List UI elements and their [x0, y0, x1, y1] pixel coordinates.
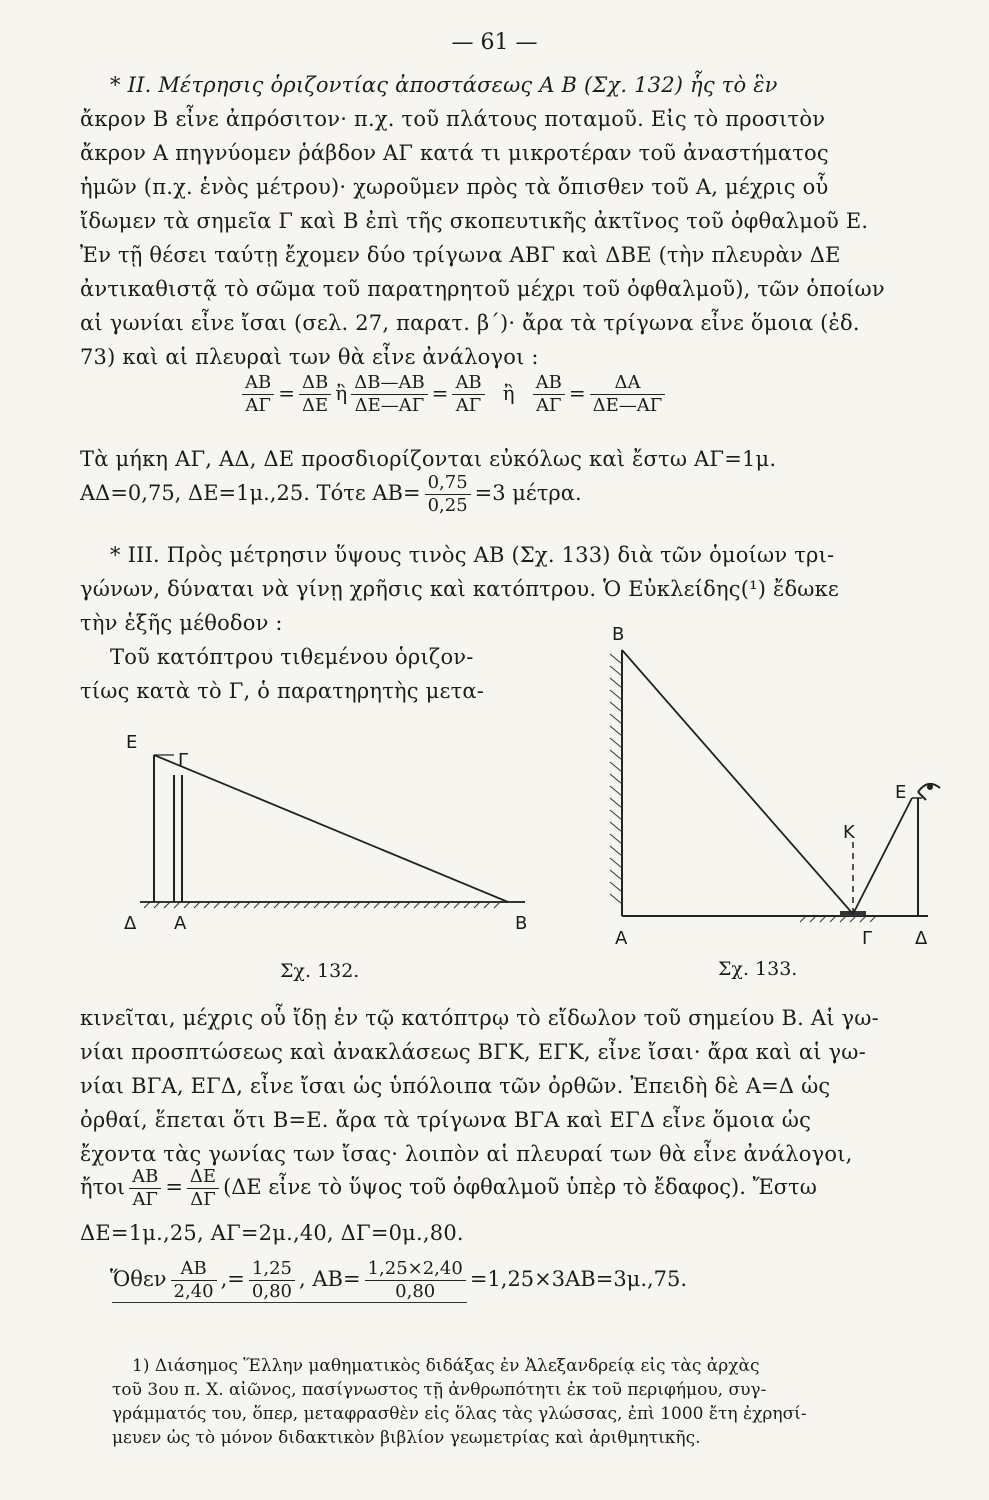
text-line: κινεῖται, μέχρις οὗ ἴδῃ ἐν τῷ κατόπτρῳ τὸ εἴδωλον τοῦ σημείου Β. Αἱ γω- — [80, 1006, 879, 1030]
text-line: ἴδωμεν τὰ σημεῖα Γ καὶ Β ἐπὶ τῆς σκοπευτικῆς ἀκτῖνος τοῦ ὀφθαλμοῦ Ε. — [80, 209, 869, 233]
text-line: ἡμῶν (π.χ. ἑνὸς μέτρου)· χωροῦμεν πρὸς τὰ ὄπισθεν τοῦ Α, μέχρις οὗ — [80, 175, 829, 199]
page-number: — 61 — — [451, 30, 538, 55]
text-line: ὀρθαί, ἕπεται ὅτι Β=Ε. ἄρα τὰ τρίγωνα ΒΓΑ καὶ ΕΓΔ εἶνε ὅμοια ὡς — [80, 1108, 812, 1132]
label-G: Γ — [178, 750, 189, 771]
fraction: $\frac{\Delta E}{\Delta\Gamma}$ — [187, 1166, 219, 1211]
text-line: * ΙΙ. Μέτρησις ὁριζοντίας ἀποστάσεως Α Β (Σχ. 132) ἧς τὸ ἓν — [110, 73, 778, 97]
text-line: τὴν ἑξῆς μέθοδον : — [80, 611, 283, 635]
text-line: αἱ γωνίαι εἶνε ἴσαι (σελ. 27, παρατ. β΄)· ἄρα τὰ τρίγωνα εἶνε ὅμοια (ἐδ. — [80, 311, 860, 335]
sight-line-EB — [154, 755, 508, 902]
fraction: $\frac{1,25}{0,80}$ — [249, 1258, 295, 1303]
fraction: $\frac{\Delta A}{\Delta E—A\Gamma}$ — [590, 372, 666, 417]
label-E: Ε — [126, 732, 138, 753]
fraction: $\frac{AB}{A\Gamma}$ — [242, 372, 274, 417]
text-line: Τοῦ κατόπτρου τιθεμένου ὁριζον- — [110, 645, 474, 669]
text-line: Ἐν τῇ θέσει ταύτῃ ἔχομεν δύο τρίγωνα ΑΒΓ καὶ ΔΒΕ (τὴν πλευρὰν ΔΕ — [80, 243, 841, 267]
wall-hatch — [610, 654, 622, 904]
ray-GE — [853, 798, 912, 914]
text-line: γώνων, δύναται νὰ γίνῃ χρῆσις καὶ κατόπτρου. Ὁ Εὐκλείδης(¹) ἔδωκε — [80, 577, 840, 601]
label-A: Α — [174, 913, 187, 934]
text-line: ἄκρον Α πηγνύομεν ῥάβδον ΑΓ κατά τι μικροτέραν τοῦ ἀναστήματος — [80, 141, 829, 165]
result-line: Ὅθεν $\frac{AB}{2,40}$ ,= $\frac{1,25}{0,80}$ , ΑΒ= $\frac{1,25\times 2,40}{0,80}$ =1,25×3ΑΒ=3μ.,75. — [110, 1258, 688, 1302]
figure-132-caption: Σχ. 132. — [280, 960, 360, 982]
fraction: $\frac{\Delta B—AB}{\Delta E—A\Gamma}$ — [351, 372, 427, 417]
label-D: Δ — [915, 928, 928, 949]
footnote-rule — [112, 1302, 467, 1303]
ray-BG — [622, 650, 853, 914]
fraction: $\frac{AB}{A\Gamma}$ — [129, 1166, 161, 1211]
figure-133-drawing — [600, 620, 950, 930]
text-line: τίως κατὰ τὸ Γ, ὁ παρατηρητὴς μετα- — [80, 679, 485, 703]
text-line: ἀντικαθιστᾷ τὸ σῶμα τοῦ παρατηρητοῦ μέχρι τοῦ ὀφθαλμοῦ), τῶν ὁποίων — [80, 277, 885, 301]
fraction: $\frac{\Delta B}{\Delta E}$ — [299, 372, 331, 417]
fraction: $\frac{AB}{2,40}$ — [171, 1258, 217, 1303]
fraction: $\frac{1,25\times 2,40}{0,80}$ — [365, 1258, 466, 1303]
label-G: Γ — [862, 928, 873, 949]
label-K: Κ — [843, 822, 855, 843]
figure-133-caption: Σχ. 133. — [718, 958, 798, 980]
values-line: ΑΔ=0,75, ΔΕ=1μ.,25. Τότε ΑΒ= $\frac{0,75}{0,25}$ =3 μέτρα. — [80, 472, 582, 516]
proportion-equation: $\frac{AB}{A\Gamma}$ = $\frac{\Delta B}{\Delta E}$ ἢ $\frac{\Delta B—AB}{\Delta E—A\Gamma}$ = $\frac{AB}{A\Gamma}$ ἢ $\frac{AB}{A\Gamma}$ = $\frac{\Delta A}{\Delta E—A\Gamma}$ — [238, 372, 669, 417]
text-line: * ΙΙΙ. Πρὸς μέτρησιν ὕψους τινὸς ΑΒ (Σχ. 133) διὰ τῶν ὁμοίων τρι- — [110, 543, 835, 567]
text-line: ἔχοντα τὰς γωνίας των ἴσας· λοιπὸν αἱ πλευραί των θὰ εἶνε ἀνάλογοι, — [80, 1142, 853, 1166]
footnote-line: μευεν ὡς τὸ μόνον διδακτικὸν βιβλίον γεωμετρίας καὶ ἀριθμητικῆς. — [112, 1428, 701, 1448]
values-line: ΔΕ=1μ.,25, ΑΓ=2μ.,40, ΔΓ=0μ.,80. — [80, 1221, 464, 1245]
fraction: $\frac{AB}{A\Gamma}$ — [533, 372, 565, 417]
footnote-line: τοῦ 3ου π. Χ. αἰῶνος, πασίγνωστος τῇ ἀνθρωπότητι ἐκ τοῦ περιφήμου, συγ- — [112, 1380, 767, 1400]
fraction: $\frac{AB}{A\Gamma}$ — [452, 372, 484, 417]
label-A: Α — [615, 928, 628, 949]
footnote-line: γράμματός του, ὅπερ, μεταφρασθὲν εἰς ὅλας τὰς γλώσσας, ἐπὶ 1000 ἔτη ἐχρησί- — [112, 1404, 807, 1424]
label-B: Β — [515, 913, 528, 934]
text-line: νίαι ΒΓΑ, ΕΓΔ, εἶνε ἴσαι ὡς ὑπόλοιπα τῶν ὀρθῶν. Ἐπειδὴ δὲ Α=Δ ὡς — [80, 1074, 831, 1098]
label-E: Ε — [895, 782, 907, 803]
text-line: νίαι προσπτώσεως καὶ ἀνακλάσεως ΒΓΚ, ΕΓΚ, εἶνε ἴσαι· ἄρα καὶ αἱ γω- — [80, 1040, 866, 1064]
ratio-line: ἤτοι $\frac{AB}{A\Gamma}$ = $\frac{\Delta E}{\Delta\Gamma}$ (ΔΕ εἶνε τὸ ὕψος τοῦ ὀφθαλμοῦ ὑπὲρ τὸ ἔδαφος). Ἔστω — [80, 1166, 817, 1210]
label-D: Δ — [124, 913, 137, 934]
text-line: 73) καὶ αἱ πλευραὶ των θὰ εἶνε ἀνάλογοι : — [80, 345, 539, 369]
footnote-line: 1) Διάσημος Ἕλλην μαθηματικὸς διδάξας ἐν Ἀλεξανδρείᾳ εἰς τὰς ἀρχὰς — [132, 1356, 760, 1376]
text-line: ἄκρον Β εἶνε ἀπρόσιτον· π.χ. τοῦ πλάτους ποταμοῦ. Εἰς τὸ προσιτὸν — [80, 107, 826, 131]
label-B: Β — [612, 624, 625, 645]
text-line: Τὰ μήκη ΑΓ, ΑΔ, ΔΕ προσδιορίζονται εὐκόλως καὶ ἔστω ΑΓ=1μ. — [80, 447, 777, 471]
fraction: $\frac{0,75}{0,25}$ — [425, 472, 471, 517]
